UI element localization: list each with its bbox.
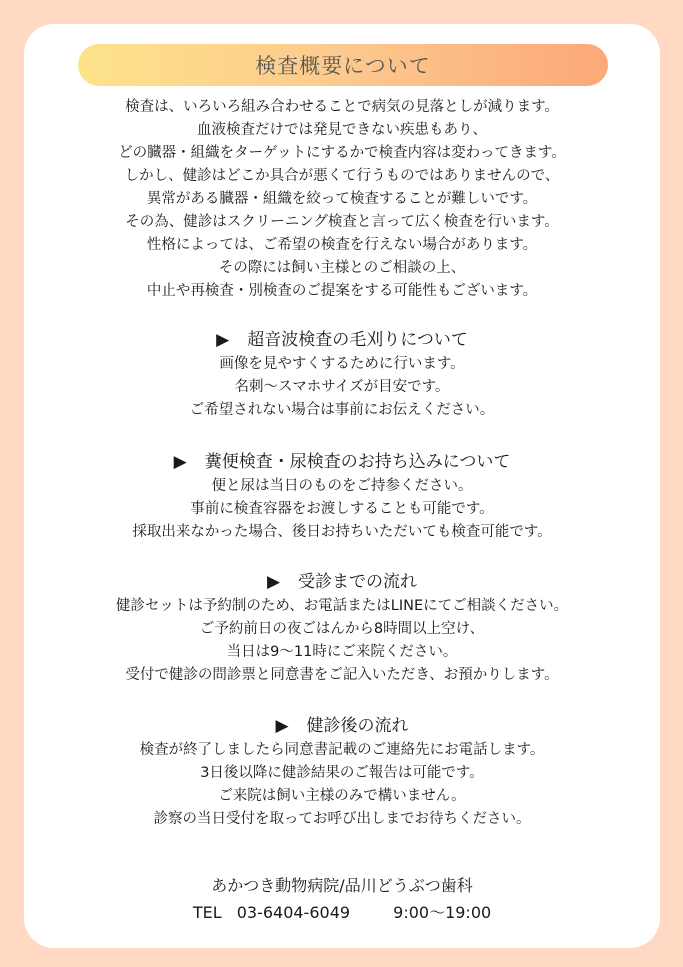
- intro-line: その為、健診はスクリーニング検査と言って広く検査を行います。: [125, 214, 559, 230]
- intro-line: 検査は、いろいろ組み合わせることで病気の見落としが減ります。: [125, 99, 559, 115]
- section-heading-text: 超音波検査の毛刈りについて: [247, 330, 468, 350]
- intro-line: 中止や再検査・別検査のご提案をする可能性もございます。: [146, 283, 538, 299]
- title-banner: [78, 44, 608, 86]
- contact-line: [24, 899, 660, 926]
- intro-line: 性格によっては、ご希望の検査を行えない場合があります。: [146, 237, 538, 253]
- section-line: 採取出来なかった場合、後日お持ちいただいても検査可能です。: [132, 524, 552, 540]
- tel-number[interactable]: 03-6404-6049: [236, 903, 351, 922]
- section-shaving: [24, 327, 660, 422]
- section-heading-text: 糞便検査・尿検査のお持ち込みについて: [204, 452, 511, 472]
- section-line: ご予約前日の夜ごはんから8時間以上空け、: [199, 621, 485, 637]
- section-heading: [24, 713, 660, 739]
- section-line: 便と尿は当日のものをご持参ください。: [211, 478, 473, 494]
- section-line: 検査が終了しましたら同意書記載のご連絡先にお電話します。: [139, 742, 545, 758]
- clinic-name: あかつき動物病院/品川どうぶつ歯科: [211, 876, 473, 895]
- section-heading: [24, 569, 660, 595]
- section-line: 診察の当日受付を取ってお呼び出しまでお待ちください。: [153, 811, 531, 827]
- section-line: 健診セットは予約制のため、お電話またはLINEにてご相談ください。: [115, 598, 569, 614]
- section-line: 画像を見やすくするために行います。: [219, 356, 465, 372]
- intro-line: 異常がある臓器・組織を絞って検査することが難しいです。: [146, 191, 538, 207]
- section-line: 名刺～スマホサイズが目安です。: [234, 379, 450, 395]
- intro-line: どの臓器・組織をターゲットにするかで検査内容は変わってきます。: [118, 145, 566, 161]
- section-line: 事前に検査容器をお渡しすることも可能です。: [190, 501, 494, 517]
- business-hours: 9:00～19:00: [393, 903, 492, 922]
- intro-line: その際には飼い主様とのご相談の上、: [218, 260, 466, 276]
- content-card: [24, 24, 660, 948]
- section-line: ご希望されない場合は事前にお伝えください。: [189, 402, 495, 418]
- tel-label: TEL: [192, 903, 222, 922]
- section-line: 当日は9～11時にご来院ください。: [226, 644, 458, 660]
- section-heading-text: 受診までの流れ: [298, 572, 418, 592]
- triangle-bullet-icon: ▶: [266, 572, 281, 592]
- section-heading: [24, 327, 660, 353]
- section-heading: [24, 449, 660, 475]
- intro-line: 血液検査だけでは発見できない疾患もあり、: [197, 122, 487, 138]
- section-heading-text: 健診後の流れ: [306, 716, 409, 736]
- intro-paragraph: [24, 96, 660, 303]
- triangle-bullet-icon: ▶: [275, 716, 289, 736]
- section-after-checkup: [24, 713, 660, 831]
- intro-line: しかし、健診はどこか具合が悪くて行うものではありませんので、: [124, 168, 560, 184]
- clinic-footer: [24, 872, 660, 926]
- triangle-bullet-icon: ▶: [216, 330, 230, 350]
- section-before-visit: [24, 569, 660, 687]
- section-samples: [24, 449, 660, 544]
- section-line: 受付で健診の問診票と同意書をご記入いただき、お預かりします。: [125, 667, 559, 683]
- section-line: ご来院は飼い主様のみで構いません。: [218, 788, 466, 804]
- triangle-bullet-icon: ▶: [173, 452, 187, 472]
- page-title: 検査概要について: [255, 54, 431, 78]
- section-line: 3日後以降に健診結果のご報告は可能です。: [200, 765, 484, 781]
